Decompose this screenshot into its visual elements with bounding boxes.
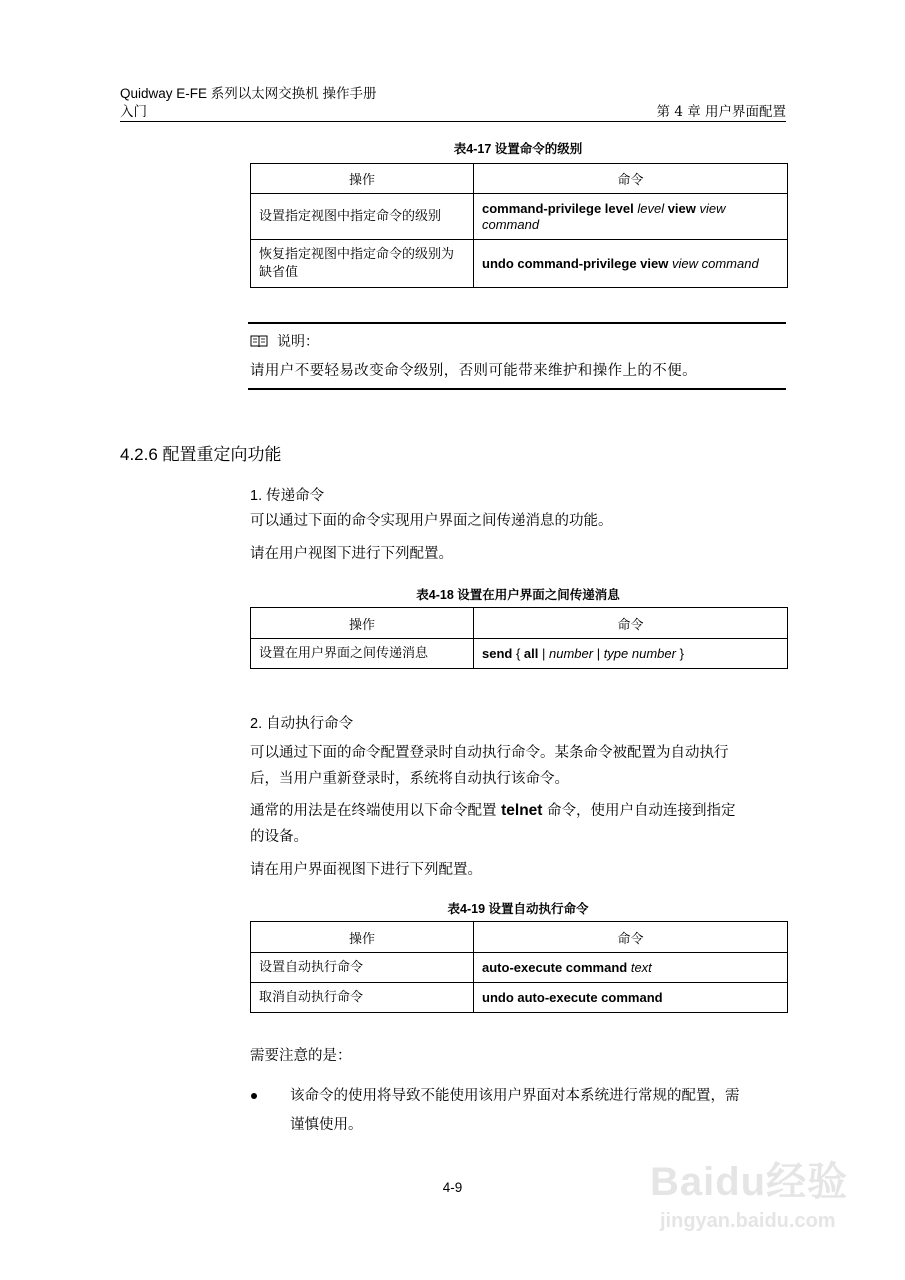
command-token: undo auto-execute command [482, 989, 663, 1005]
note-text: 请用户不要轻易改变命令级别，否则可能带来维护和操作上的不便。 [250, 363, 697, 379]
table17-row1-op: 设置指定视图中指定命令的级别 [251, 194, 474, 240]
telnet-command: telnet [501, 802, 543, 819]
header-product: Quidway E-FE 系列以太网交换机 操作手册 [120, 86, 377, 101]
command-token: | [593, 645, 604, 661]
command-token: view command [482, 200, 726, 232]
command-token: view [664, 200, 700, 216]
table18 [250, 607, 788, 669]
sub2-p2-pre: 通常的用法是在终端使用以下命令配置 [250, 803, 502, 819]
command-token: type number [603, 645, 676, 661]
sub2-paragraph-2b: 的设备。 [250, 829, 308, 845]
sub2-paragraph-1a: 可以通过下面的命令配置登录时自动执行命令。某条命令被配置为自动执行 [250, 745, 729, 761]
table19-row2-op: 取消自动执行命令 [251, 983, 474, 1013]
table17-head-op: 操作 [251, 164, 474, 194]
command-token: auto-execute command [482, 959, 631, 975]
command-token: all [523, 645, 539, 661]
bullet-dot [251, 1093, 257, 1099]
command-token: { [512, 645, 524, 661]
command-token: | [538, 645, 549, 661]
table19-row2-cmd [474, 983, 788, 1013]
sub2-paragraph-1b: 后，当用户重新登录时，系统将自动执行该命令。 [250, 771, 569, 787]
table18-row1-cmd [474, 639, 788, 669]
sub2-p2-post: 命令，使用户自动连接到指定 [542, 803, 736, 819]
header-chapter: 第 4 章 用户界面配置 [656, 104, 786, 120]
command-token: send [482, 645, 513, 661]
page-number: 4-9 [442, 1180, 463, 1195]
table19 [250, 921, 788, 1013]
sub1-paragraph-2: 请在用户视图下进行下列配置。 [250, 546, 453, 562]
table17-row2-cmd [474, 240, 788, 288]
table17-row1-cmd [474, 194, 788, 240]
command-token: view command [671, 255, 759, 271]
table17-head-cmd: 命令 [474, 164, 788, 194]
sub1-title: 1. 传递命令 [250, 488, 325, 504]
notice-bullet-line-2: 谨慎使用。 [290, 1117, 363, 1133]
table17-caption: 表4-17 设置命令的级别 [453, 142, 583, 156]
table18-head-op: 操作 [251, 608, 474, 639]
table18-head-cmd: 命令 [474, 608, 788, 639]
command-token: text [630, 959, 652, 975]
table19-head-cmd: 命令 [474, 922, 788, 953]
table19-head-op: 操作 [251, 922, 474, 953]
command-token: undo command-privilege view [482, 255, 672, 271]
section-title: 4.2.6 配置重定向功能 [120, 445, 282, 464]
command-token: command-privilege level [482, 200, 638, 216]
sub2-paragraph-3: 请在用户界面视图下进行下列配置。 [250, 862, 482, 878]
command-token: number [549, 645, 594, 661]
note-bottom-rule [248, 388, 786, 390]
table19-row1-op: 设置自动执行命令 [251, 953, 474, 983]
table17 [250, 163, 788, 288]
note-title: 说明： [277, 333, 319, 349]
table18-row1-op: 设置在用户界面之间传递消息 [251, 639, 474, 669]
sub2-title: 2. 自动执行命令 [250, 716, 354, 732]
command-token: } [675, 645, 684, 661]
table19-row1-cmd [474, 953, 788, 983]
watermark-brand: Baidu经验 [650, 1160, 849, 1204]
book-icon [250, 333, 268, 347]
table19-caption: 表4-19 设置自动执行命令 [447, 902, 589, 916]
sub1-paragraph-1: 可以通过下面的命令实现用户界面之间传递消息的功能。 [250, 513, 613, 529]
header-part: 入门 [120, 104, 147, 120]
table18-caption: 表4-18 设置在用户界面之间传递消息 [416, 588, 620, 602]
note-top-rule [248, 322, 786, 324]
header-rule [120, 121, 786, 122]
command-token: level [637, 200, 665, 216]
sub2-paragraph-2a [250, 797, 736, 825]
watermark-url: jingyan.baidu.com [660, 1210, 836, 1232]
notice-intro: 需要注意的是： [250, 1048, 352, 1064]
table17-row2-op: 恢复指定视图中指定命令的级别为缺省值 [251, 240, 474, 288]
notice-bullet-line-1: 该命令的使用将导致不能使用该用户界面对本系统进行常规的配置，需 [290, 1088, 740, 1104]
